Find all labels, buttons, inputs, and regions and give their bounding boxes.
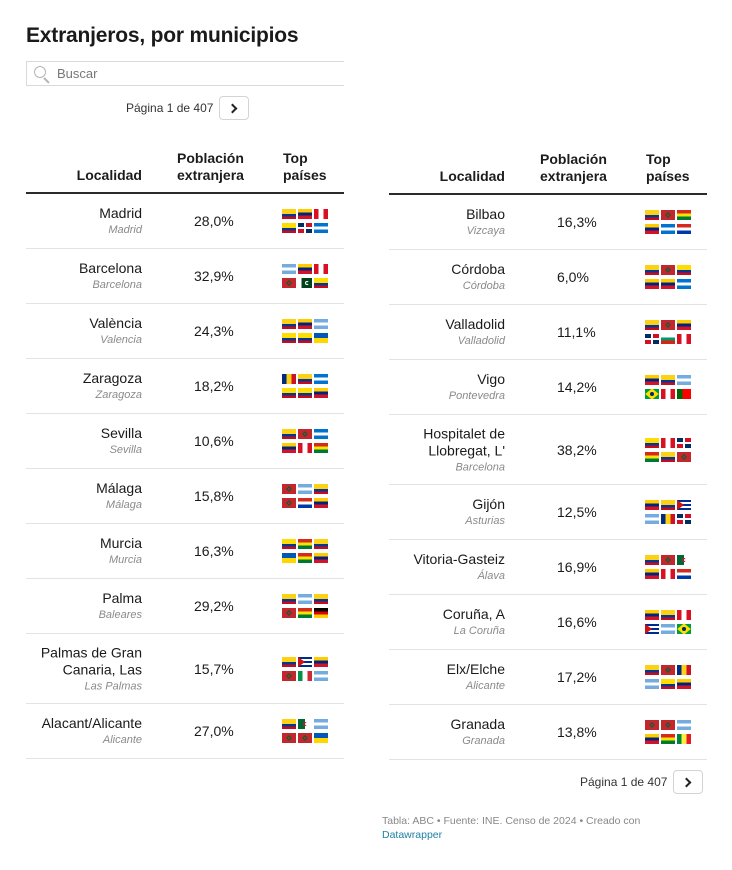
flag-italy-icon xyxy=(298,671,312,681)
flag-argentina-icon xyxy=(314,671,328,681)
footer-text: Tabla: ABC • Fuente: INE. Censo de 2024 • Creado con xyxy=(382,815,641,827)
top-countries-flags xyxy=(282,264,328,288)
foreign-population-value: 16,9% xyxy=(557,559,597,575)
city-name: Madrid xyxy=(99,205,142,221)
search-icon xyxy=(31,63,53,85)
top-countries-flags xyxy=(282,209,328,233)
flag-venezuela-icon xyxy=(314,498,328,508)
province-name: Barcelona xyxy=(455,461,505,473)
flag-venezuela-icon xyxy=(298,319,312,329)
flag-argentina-icon xyxy=(677,720,691,730)
table-right xyxy=(389,147,707,760)
flag-bulgaria-icon xyxy=(661,334,675,344)
flag-colombia-icon xyxy=(282,719,296,729)
flag-morocco-icon xyxy=(282,608,296,618)
flag-ecuador-icon xyxy=(298,333,312,343)
foreign-population-value: 14,2% xyxy=(557,379,597,395)
table-row xyxy=(26,414,344,469)
locality-cell xyxy=(365,316,505,348)
flag-colombia-icon xyxy=(282,429,296,439)
table-row xyxy=(26,469,344,524)
flag-ecuador-icon xyxy=(645,438,659,448)
flag-paraguay-icon xyxy=(298,498,312,508)
foreign-population-value: 32,9% xyxy=(194,268,234,284)
locality-cell xyxy=(365,261,505,293)
top-countries-flags xyxy=(645,210,691,234)
city-name: Sevilla xyxy=(100,425,142,441)
table-row xyxy=(26,359,344,414)
datawrapper-link[interactable]: Datawrapper xyxy=(382,829,443,841)
table-row xyxy=(389,540,707,595)
flag-venezuela-icon xyxy=(282,443,296,453)
city-name: Córdoba xyxy=(451,261,505,277)
flag-algeria-icon xyxy=(677,555,691,565)
flag-venezuela-icon xyxy=(645,224,659,234)
flag-colombia-icon xyxy=(314,594,328,604)
flag-peru-icon xyxy=(661,569,675,579)
flag-colombia-icon xyxy=(282,657,296,667)
locality-cell xyxy=(365,551,505,583)
province-name: Las Palmas xyxy=(84,680,142,692)
foreign-population-value: 28,0% xyxy=(194,213,234,229)
flag-colombia-icon xyxy=(282,594,296,604)
table-body xyxy=(26,194,344,759)
flag-honduras-icon xyxy=(314,429,328,439)
city-name: Valladolid xyxy=(445,316,505,332)
search-input[interactable] xyxy=(57,66,327,81)
province-name: Granada xyxy=(462,735,505,747)
flag-colombia-icon xyxy=(645,555,659,565)
flag-pakistan-icon xyxy=(298,278,312,288)
page-title: Extranjeros, por municipios xyxy=(26,24,299,47)
foreign-population-value: 38,2% xyxy=(557,441,597,458)
flag-colombia-icon xyxy=(314,484,328,494)
top-countries-flags xyxy=(645,265,691,289)
flag-brazil-icon xyxy=(645,389,659,399)
flag-cuba-icon xyxy=(298,657,312,667)
top-countries-flags xyxy=(282,484,328,508)
table-header xyxy=(26,146,344,194)
flag-ecuador-icon xyxy=(677,265,691,275)
table-row xyxy=(26,634,344,704)
city-name: Granada xyxy=(450,716,505,732)
city-name: Zaragoza xyxy=(82,370,142,386)
table-body xyxy=(389,195,707,760)
top-countries-flags xyxy=(282,429,328,453)
flag-dominican-icon xyxy=(298,223,312,233)
flag-venezuela-icon xyxy=(314,388,328,398)
province-name: Valencia xyxy=(100,334,142,346)
city-name: Coruña, A xyxy=(442,606,505,622)
city-name: València xyxy=(89,315,142,331)
flag-argentina-icon xyxy=(645,514,659,524)
flag-bolivia-icon xyxy=(298,553,312,563)
table-row xyxy=(389,650,707,705)
top-countries-flags xyxy=(645,500,691,524)
flag-morocco-icon xyxy=(677,452,691,462)
flag-ukraine-icon xyxy=(314,333,328,343)
locality-cell xyxy=(2,535,142,567)
locality-cell xyxy=(2,590,142,622)
flag-bolivia-icon xyxy=(645,452,659,462)
flag-colombia-icon xyxy=(661,452,675,462)
flag-venezuela-icon xyxy=(661,279,675,289)
table-row xyxy=(26,704,344,759)
flag-venezuela-icon xyxy=(298,264,312,274)
flag-argentina-icon xyxy=(645,679,659,689)
flag-bolivia-icon xyxy=(298,608,312,618)
foreign-population-value: 16,6% xyxy=(557,614,597,630)
flag-honduras-icon xyxy=(677,279,691,289)
flag-venezuela-icon xyxy=(677,679,691,689)
pager-label: Página 1 de 407 xyxy=(580,775,668,789)
flag-senegal-icon xyxy=(677,734,691,744)
flag-morocco-icon xyxy=(282,671,296,681)
flag-portugal-icon xyxy=(677,389,691,399)
chevron-right-icon xyxy=(228,103,238,113)
flag-morocco-icon xyxy=(282,278,296,288)
flag-argentina-icon xyxy=(314,319,328,329)
table-row xyxy=(389,415,707,485)
flag-paraguay-icon xyxy=(677,224,691,234)
flag-peru-icon xyxy=(677,334,691,344)
table-row xyxy=(26,579,344,634)
table-header xyxy=(389,147,707,195)
flag-romania-icon xyxy=(282,374,296,384)
flag-brazil-icon xyxy=(677,624,691,634)
flag-colombia-icon xyxy=(314,539,328,549)
next-page-button[interactable] xyxy=(673,770,703,794)
foreign-population-value: 10,6% xyxy=(194,433,234,449)
flag-morocco-icon xyxy=(661,665,675,675)
table-row xyxy=(26,249,344,304)
flag-morocco-icon xyxy=(298,429,312,439)
flag-cuba-icon xyxy=(677,500,691,510)
province-name: La Coruña xyxy=(453,625,505,637)
flag-peru-icon xyxy=(661,438,675,448)
table-left xyxy=(26,146,344,759)
flag-venezuela-icon xyxy=(314,553,328,563)
top-countries-flags xyxy=(645,555,691,579)
flag-colombia-icon xyxy=(661,375,675,385)
flag-romania-icon xyxy=(661,514,675,524)
flag-colombia-icon xyxy=(298,374,312,384)
flag-colombia-icon xyxy=(645,265,659,275)
flag-argentina-icon xyxy=(298,594,312,604)
province-name: Asturias xyxy=(465,515,505,527)
flag-germany-icon xyxy=(314,608,328,618)
flag-morocco-icon xyxy=(661,720,675,730)
city-name: Gijón xyxy=(472,496,505,512)
foreign-population-value: 16,3% xyxy=(557,214,597,230)
locality-cell xyxy=(2,425,142,457)
top-countries-flags xyxy=(645,665,691,689)
flag-colombia-icon xyxy=(661,610,675,620)
table-row xyxy=(389,595,707,650)
flag-algeria-icon xyxy=(298,719,312,729)
foreign-population-value: 15,7% xyxy=(194,660,234,677)
locality-cell xyxy=(2,315,142,347)
flag-colombia-icon xyxy=(645,665,659,675)
flag-morocco-icon xyxy=(282,484,296,494)
city-name: Elx/Elche xyxy=(446,661,505,677)
top-countries-flags xyxy=(282,319,328,343)
locality-cell xyxy=(2,644,142,693)
next-page-button[interactable] xyxy=(219,96,249,120)
table-row xyxy=(389,305,707,360)
locality-cell xyxy=(365,606,505,638)
flag-venezuela-icon xyxy=(645,279,659,289)
flag-colombia-icon xyxy=(282,319,296,329)
flag-bolivia-icon xyxy=(314,443,328,453)
flag-dominican-icon xyxy=(677,438,691,448)
table-row xyxy=(389,360,707,415)
province-name: Sevilla xyxy=(109,444,142,456)
flag-colombia-icon xyxy=(645,320,659,330)
locality-cell xyxy=(2,205,142,237)
search-box[interactable] xyxy=(26,61,344,86)
flag-colombia-icon xyxy=(661,500,675,510)
flag-peru-icon xyxy=(298,443,312,453)
top-countries-flags xyxy=(645,375,691,399)
top-countries-flags xyxy=(282,539,328,563)
flag-morocco-icon xyxy=(645,720,659,730)
pager-label: Página 1 de 407 xyxy=(126,101,214,115)
top-countries-flags xyxy=(645,438,691,462)
flag-peru-icon xyxy=(677,610,691,620)
province-name: Valladolid xyxy=(457,335,505,347)
foreign-population-value: 16,3% xyxy=(194,543,234,559)
flag-venezuela-icon xyxy=(645,500,659,510)
flag-peru-icon xyxy=(661,389,675,399)
flag-peru-icon xyxy=(314,264,328,274)
flag-ecuador-icon xyxy=(661,679,675,689)
flag-venezuela-icon xyxy=(677,320,691,330)
foreign-population-value: 12,5% xyxy=(557,504,597,520)
locality-cell xyxy=(365,206,505,238)
header-poblacion[interactable]: Población extranjera xyxy=(177,150,244,183)
province-name: Murcia xyxy=(108,554,142,566)
flag-venezuela-icon xyxy=(645,569,659,579)
flag-ukraine-icon xyxy=(314,733,328,743)
city-name: Bilbao xyxy=(466,206,505,222)
flag-bolivia-icon xyxy=(661,734,675,744)
table-row xyxy=(26,524,344,579)
locality-cell xyxy=(2,715,142,747)
table-row xyxy=(389,195,707,250)
flag-honduras-icon xyxy=(661,224,675,234)
top-countries-flags xyxy=(282,374,328,398)
flag-argentina-icon xyxy=(298,484,312,494)
flag-bolivia-icon xyxy=(298,539,312,549)
flag-venezuela-icon xyxy=(645,610,659,620)
province-name: Álava xyxy=(477,570,505,582)
city-name: Palma xyxy=(102,590,142,606)
pager-top xyxy=(126,96,249,120)
locality-cell xyxy=(2,480,142,512)
flag-morocco-icon xyxy=(661,265,675,275)
flag-honduras-icon xyxy=(314,374,328,384)
top-countries-flags xyxy=(645,720,691,744)
city-name: Barcelona xyxy=(78,260,142,276)
flag-dominican-icon xyxy=(645,334,659,344)
flag-argentina-icon xyxy=(282,264,296,274)
flag-morocco-icon xyxy=(661,555,675,565)
province-name: Pontevedra xyxy=(448,390,505,402)
locality-cell xyxy=(365,496,505,528)
foreign-population-value: 27,0% xyxy=(194,723,234,739)
flag-morocco-icon xyxy=(661,210,675,220)
city-name: Vigo xyxy=(477,371,505,387)
flag-ecuador-icon xyxy=(314,278,328,288)
locality-cell xyxy=(2,370,142,402)
locality-cell xyxy=(2,260,142,292)
table-row xyxy=(389,485,707,540)
province-name: Baleares xyxy=(98,609,142,621)
locality-cell xyxy=(365,661,505,693)
flag-colombia-icon xyxy=(282,209,296,219)
city-name: Alacant/Alicante xyxy=(41,715,142,731)
province-name: Alicante xyxy=(465,680,505,692)
table-row xyxy=(389,250,707,305)
flag-bolivia-icon xyxy=(677,210,691,220)
flag-venezuela-icon xyxy=(314,657,328,667)
flag-ecuador-icon xyxy=(298,388,312,398)
flag-ecuador-icon xyxy=(282,539,296,549)
flag-cuba-icon xyxy=(645,624,659,634)
flag-argentina-icon xyxy=(677,375,691,385)
header-localidad[interactable]: Localidad xyxy=(76,167,142,183)
flag-ecuador-icon xyxy=(282,388,296,398)
flag-paraguay-icon xyxy=(677,569,691,579)
province-name: Alicante xyxy=(102,734,142,746)
top-countries-flags xyxy=(645,320,691,344)
table-row xyxy=(26,194,344,249)
table-row xyxy=(389,705,707,760)
pager-bottom xyxy=(580,770,703,794)
foreign-population-value: 24,3% xyxy=(194,323,234,339)
flag-morocco-icon xyxy=(661,320,675,330)
flag-venezuela-icon xyxy=(645,734,659,744)
top-countries-flags xyxy=(645,610,691,634)
header-top[interactable]: Top países xyxy=(646,151,690,184)
flag-morocco-icon xyxy=(282,498,296,508)
locality-cell xyxy=(365,371,505,403)
city-name: Palmas de Gran Canaria, Las xyxy=(40,644,142,677)
top-countries-flags xyxy=(282,594,328,618)
flag-ecuador-icon xyxy=(282,333,296,343)
foreign-population-value: 29,2% xyxy=(194,598,234,614)
foreign-population-value: 17,2% xyxy=(557,669,597,685)
flag-venezuela-icon xyxy=(645,375,659,385)
footer-credits xyxy=(382,814,640,842)
province-name: Málaga xyxy=(105,499,142,511)
foreign-population-value: 13,8% xyxy=(557,724,597,740)
locality-cell xyxy=(365,425,505,474)
province-name: Madrid xyxy=(108,224,142,236)
header-poblacion[interactable]: Población extranjera xyxy=(540,151,607,184)
flag-dominican-icon xyxy=(677,514,691,524)
flag-ecuador-icon xyxy=(282,223,296,233)
locality-cell xyxy=(365,716,505,748)
header-localidad[interactable]: Localidad xyxy=(439,168,505,184)
province-name: Zaragoza xyxy=(95,389,142,401)
flag-ukraine-icon xyxy=(282,553,296,563)
city-name: Málaga xyxy=(96,480,142,496)
flag-romania-icon xyxy=(677,665,691,675)
header-top[interactable]: Top países xyxy=(283,150,327,183)
province-name: Barcelona xyxy=(92,279,142,291)
flag-morocco-icon xyxy=(282,733,296,743)
province-name: Córdoba xyxy=(462,280,505,292)
city-name: Vitoria-Gasteiz xyxy=(413,551,505,567)
top-countries-flags xyxy=(282,657,328,681)
flag-argentina-icon xyxy=(661,624,675,634)
province-name: Vizcaya xyxy=(466,225,505,237)
table-row xyxy=(26,304,344,359)
foreign-population-value: 18,2% xyxy=(194,378,234,394)
top-countries-flags xyxy=(282,719,328,743)
city-name: Murcia xyxy=(99,535,142,551)
flag-venezuela-icon xyxy=(298,209,312,219)
foreign-population-value: 15,8% xyxy=(194,488,234,504)
flag-honduras-icon xyxy=(314,223,328,233)
foreign-population-value: 6,0% xyxy=(557,269,589,285)
city-name: Hospitalet de Llobregat, L' xyxy=(423,425,505,458)
flag-morocco-icon xyxy=(298,733,312,743)
flag-peru-icon xyxy=(314,209,328,219)
flag-colombia-icon xyxy=(645,210,659,220)
chevron-right-icon xyxy=(682,777,692,787)
foreign-population-value: 11,1% xyxy=(557,324,596,340)
flag-argentina-icon xyxy=(314,719,328,729)
